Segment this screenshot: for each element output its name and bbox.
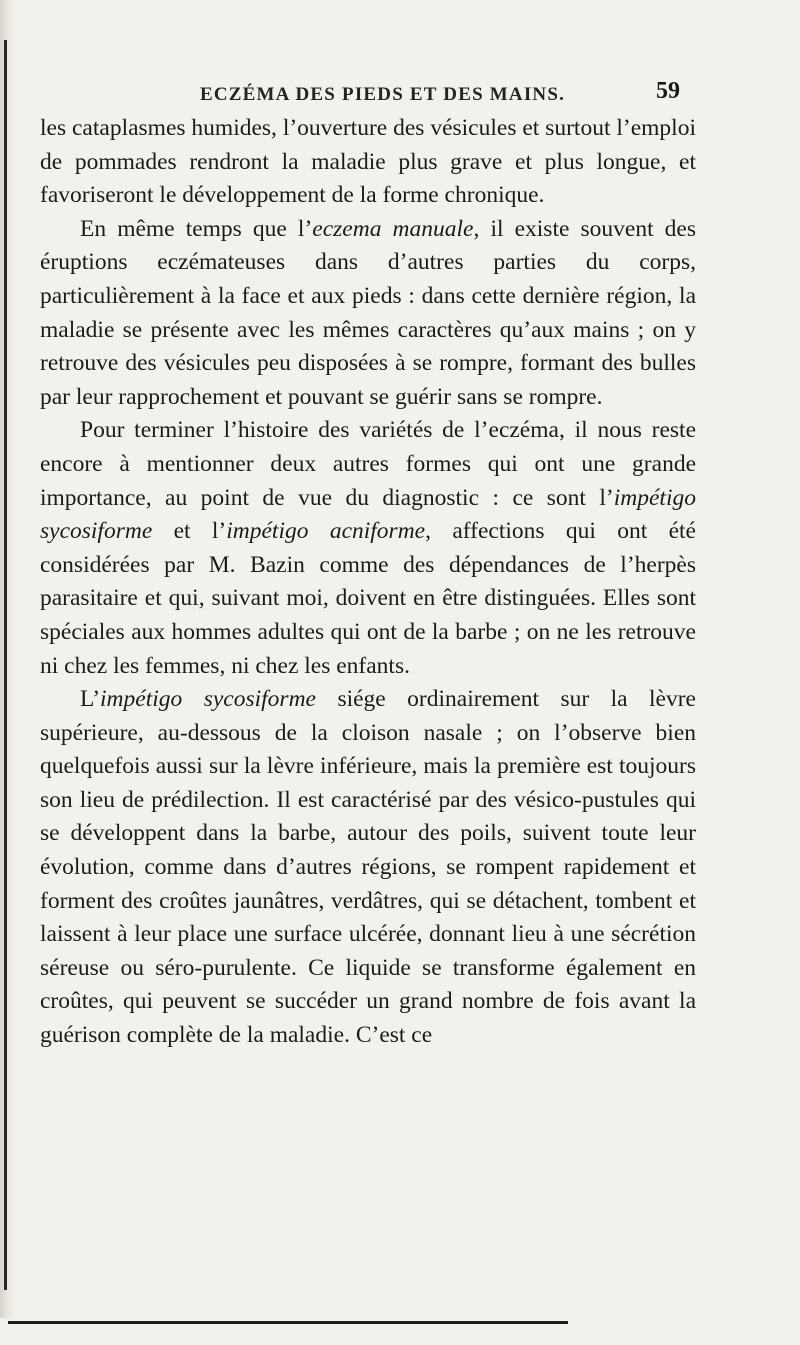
paragraph-4 [40,683,696,1053]
text-run: , affections qui ont été considérées par M. Bazin comme des dépendances de l’herpès parasitaire et qui, suivant moi, doivent en être distinguées. Elles sont spéciales aux hommes adultes qui ont de la barbe ; on ne les retrouve ni chez les femmes, ni chez les enfants. [40,518,696,679]
italic-term: eczema manuale [312,215,474,242]
text-run: et l’ [152,518,227,545]
text-run: siége ordinairement sur la lèvre supérieure, au-dessous de la cloison nasale ; on l’observe bien quelquefois aussi sur la lèvre inférieure, mais la première est toujours son lieu de prédilection. Il est caractérisé par des vésico-pustules qui se développent dans la barbe, autour des poils, suivent toute leur évolution, comme dans d’autres régions, se rompent rapidement et forment des croûtes jaunâtres, verdâtres, qui se détachent, tombent et laissent à leur place une surface ulcérée, donnant lieu à une sécrétion séreuse ou séro-purulente. Ce liquide se transforme également en croûtes, qui peuvent se succéder un grand nombre de fois avant la guérison complète de la maladie. C’est ce [40,686,696,1049]
text-run: Pour terminer l’histoire des variétés de l’eczéma, il nous reste encore à mentionner deux autres formes qui ont une grande importance, au point de vue du diagnostic : ce sont l’ [40,417,696,511]
text-run: , il existe souvent des éruptions eczémateuses dans d’autres parties du corps, particulièrement à la face et aux pieds : dans cette dernière région, la maladie se présente avec les mêmes caractères qu’aux mains ; on y retrouve des vésicules peu disposées à se rompre, formant des bulles par leur rapprochement et pouvant se guérir sans se rompre. [40,215,697,410]
running-head: ECZÉMA DES PIEDS ET DES MAINS. [200,84,566,105]
paragraph-1 [40,112,696,213]
text-run: les cataplasmes humides, l’ouverture des vésicules et surtout l’emploi de pommades rendront la maladie plus grave et plus longue, et favoriseront le développement de la forme chronique. [40,115,696,209]
text-run: L’ [80,686,101,713]
page-number: 59 [656,78,680,104]
body-text [40,112,696,1053]
italic-term: impétigo sycosiforme [40,484,696,545]
italic-term: impétigo sycosiforme [100,686,316,713]
bottom-rule [8,1321,568,1324]
binding-edge [4,40,7,1290]
text-run: En même temps que l’ [80,215,313,242]
italic-term: impétigo acniforme [226,518,426,545]
page-spine [0,0,16,1345]
paragraph-2 [40,213,696,415]
page-header [200,78,680,112]
paragraph-3 [40,414,696,683]
